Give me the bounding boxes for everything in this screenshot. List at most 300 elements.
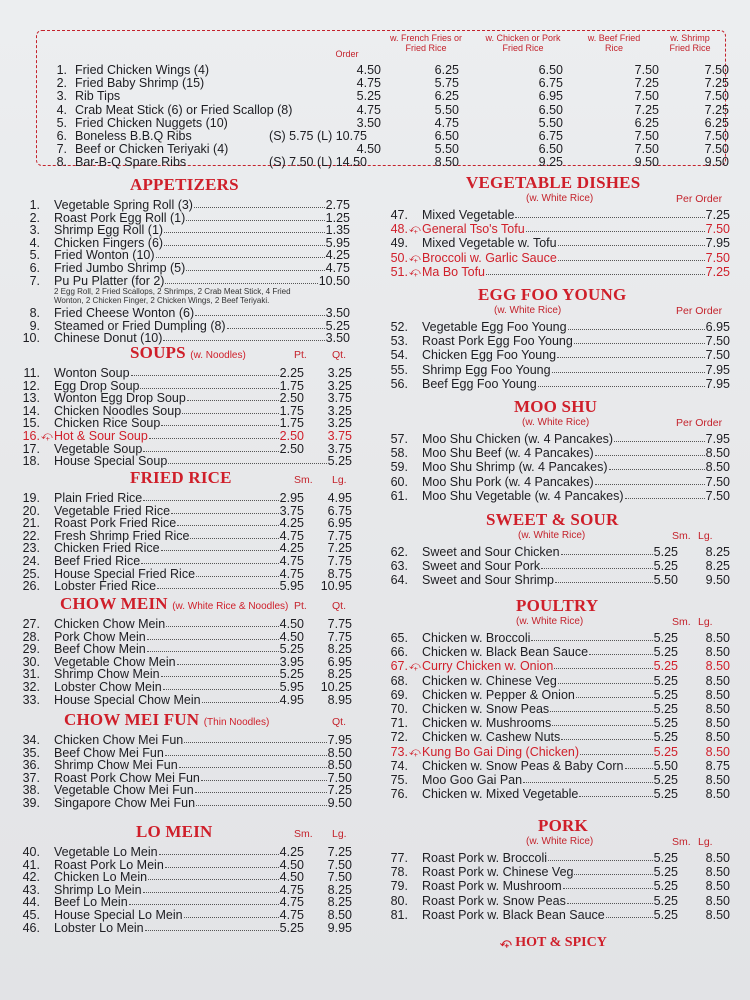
dot-leader — [550, 702, 653, 712]
price-large: 7.25 — [705, 208, 730, 222]
section-title-text: PORK — [538, 816, 588, 835]
menu-item — [386, 688, 734, 702]
section-title-poultry — [516, 596, 598, 616]
dot-leader — [196, 567, 279, 577]
price-large: 6.75 — [327, 503, 352, 518]
item-name: Beef Lo Mein — [54, 895, 128, 910]
price-large: 7.95 — [705, 432, 730, 446]
price-small: 4.75 — [325, 261, 350, 275]
item-number: 20. — [22, 503, 40, 518]
price-large: 7.50 — [705, 250, 730, 265]
hot-spicy-legend — [500, 935, 607, 951]
price-large: 8.50 — [705, 702, 730, 716]
item-name: Roast Pork w. Snow Peas — [422, 893, 566, 908]
item-number: 78. — [390, 865, 408, 880]
menu-item — [386, 773, 734, 787]
item-number: 6. — [29, 261, 40, 275]
combo-row — [45, 142, 729, 157]
menu-item — [386, 377, 734, 391]
menu-item — [386, 265, 734, 279]
item-number: 19. — [22, 491, 40, 505]
combo-price: 6.50 — [538, 142, 563, 157]
price-small: 5.25 — [653, 545, 678, 559]
section-title-sweet_sour — [486, 510, 618, 530]
price-large: 7.75 — [327, 629, 352, 644]
price-large: 8.25 — [327, 667, 352, 682]
item-name: Roast Pork Lo Mein — [54, 857, 164, 872]
item-number: 44. — [22, 895, 40, 910]
item-number: 76. — [390, 787, 408, 802]
column-header-small: Sm. — [672, 616, 691, 628]
item-name: Mixed Vegetable w. Tofu — [422, 236, 557, 251]
item-number: 77. — [390, 851, 408, 865]
price-large: 7.25 — [705, 264, 730, 279]
price-small: 5.95 — [279, 579, 304, 594]
price-large: 4.95 — [327, 491, 352, 505]
price-small: 5.25 — [653, 865, 678, 880]
menu-item — [18, 579, 358, 593]
item-number: 50. — [390, 250, 408, 265]
combo-price: 8.50 — [434, 155, 459, 170]
price-small: 1.75 — [279, 378, 304, 393]
chili-pepper-icon: ⤽ — [409, 265, 421, 278]
section-subtitle: (Thin Noodles) — [203, 717, 270, 728]
combo-price: 9.25 — [538, 155, 563, 170]
menu-item — [386, 236, 734, 250]
section-title-pork — [538, 816, 588, 836]
item-name: Lobster Chow Mein — [54, 680, 162, 694]
dot-leader — [201, 771, 327, 781]
dot-leader — [196, 796, 327, 806]
item-name: Fried Chicken Nuggets (10) — [75, 115, 228, 130]
price-small: 4.25 — [279, 516, 304, 531]
column-header-small: Sm. — [294, 474, 313, 486]
item-name: Chinese Donut (10) — [54, 331, 163, 346]
item-number: 8. — [29, 306, 40, 321]
price-large: 8.50 — [705, 659, 730, 674]
combo-price: 7.25 — [704, 102, 729, 117]
item-number: 64. — [390, 573, 408, 588]
dot-leader — [195, 783, 327, 793]
price-large: 7.50 — [327, 770, 352, 785]
combo-price: 6.25 — [434, 63, 459, 77]
combo-price: 4.75 — [356, 76, 381, 91]
price-small: 2.50 — [279, 441, 304, 456]
item-name: Moo Goo Gai Pan — [422, 773, 523, 787]
price-large: 6.95 — [705, 320, 730, 334]
item-name: Fresh Shrimp Fried Rice — [54, 528, 190, 543]
price-large: 8.50 — [705, 744, 730, 759]
item-name: Roast Pork Egg Foo Young — [422, 334, 573, 349]
menu-item — [386, 659, 734, 673]
dot-leader — [157, 579, 279, 589]
dot-leader — [161, 541, 279, 551]
dot-leader — [555, 573, 653, 583]
price-large: 9.50 — [327, 796, 352, 810]
price-large: 7.50 — [705, 222, 730, 237]
item-number: 10. — [22, 331, 40, 346]
dot-leader — [145, 921, 279, 931]
combo-header-beef: w. Beef Fried Rice — [587, 33, 641, 53]
combo-price: 9.50 — [704, 155, 729, 170]
section-title-appetizers — [130, 175, 239, 195]
item-number: 69. — [390, 687, 408, 702]
item-name: Roast Pork w. Mushroom — [422, 879, 562, 894]
chili-pepper-icon: ⤽ — [409, 745, 421, 758]
item-name: Beef Chow Mein — [54, 642, 146, 657]
item-name: Chicken Lo Mein — [54, 870, 148, 885]
item-name: Fried Cheese Wonton (6) — [54, 306, 195, 321]
menu-item — [386, 208, 734, 222]
price-large: 7.25 — [327, 783, 352, 798]
combo-price: 5.25 — [356, 89, 381, 104]
menu-item — [386, 573, 734, 587]
dot-leader — [595, 475, 705, 485]
item-number: 73. — [390, 744, 408, 759]
menu-item — [386, 879, 734, 893]
combo-row — [45, 155, 729, 170]
item-name: Fried Chicken Wings (4) — [75, 63, 210, 77]
chili-pepper-icon: ⤽ — [409, 223, 421, 236]
section-subtitle: (w. White Rice) — [522, 417, 590, 428]
dot-leader — [164, 236, 325, 246]
item-number: 75. — [390, 773, 408, 787]
menu-item — [386, 363, 734, 377]
price-small: 5.25 — [653, 730, 678, 745]
price-small: 5.25 — [279, 667, 304, 682]
dot-leader — [552, 363, 705, 373]
item-name: Fried Jumbo Shrimp (5) — [54, 261, 186, 275]
item-number: 52. — [390, 320, 408, 334]
item-number: 23. — [22, 541, 40, 556]
dot-leader — [147, 630, 279, 640]
item-number: 28. — [22, 629, 40, 644]
combo-price: 4.50 — [356, 142, 381, 157]
dot-leader — [163, 331, 325, 341]
price-large: 9.50 — [705, 573, 730, 588]
dot-leader — [227, 319, 325, 329]
item-number: 62. — [390, 545, 408, 559]
price-large: 8.50 — [705, 773, 730, 787]
combo-price: 7.50 — [634, 129, 659, 143]
combo-price: 7.25 — [634, 76, 659, 91]
price-large: 3.75 — [327, 429, 352, 443]
dot-leader — [554, 659, 653, 669]
item-name: Chicken w. Pepper & Onion — [422, 687, 575, 702]
price-small: 5.25 — [279, 642, 304, 657]
item-name: Chicken Egg Foo Young — [422, 348, 557, 363]
item-name: Sweet and Sour Shrimp — [422, 573, 555, 588]
item-number: 61. — [390, 488, 408, 503]
price-large: 8.50 — [705, 907, 730, 922]
column-header-small: Sm. — [672, 836, 691, 848]
price-small: 3.75 — [279, 503, 304, 518]
item-name: Fried Wonton (10) — [54, 248, 155, 263]
item-number: 60. — [390, 474, 408, 489]
menu-item — [18, 274, 358, 288]
price-small: 5.25 — [653, 744, 678, 759]
chili-pepper-icon: ⤽ — [41, 430, 53, 442]
menu-item — [386, 716, 734, 730]
price-large: 8.50 — [705, 687, 730, 702]
dot-leader — [486, 265, 705, 275]
item-name: Vegetable Chow Mei Fun — [54, 783, 194, 798]
dot-leader — [187, 391, 279, 401]
combo-header-chicken-pork: w. Chicken or Pork Fried Rice — [485, 33, 561, 53]
section-title-chow_mei_fun — [64, 710, 269, 730]
item-number: 18. — [22, 454, 40, 469]
column-header-large: Per Order — [676, 193, 723, 205]
item-number: 38. — [22, 783, 40, 798]
menu-item — [386, 759, 734, 773]
item-number: 16. — [22, 429, 40, 443]
price-small: 5.25 — [653, 851, 678, 865]
section-title-text: MOO SHU — [514, 397, 598, 416]
dot-leader — [165, 274, 318, 284]
price-small: 1.75 — [279, 403, 304, 418]
item-number: 47. — [390, 208, 408, 222]
item-name: Beef Egg Foo Young — [422, 376, 537, 391]
item-number: 81. — [390, 907, 408, 922]
item-name: Chicken w. Cashew Nuts — [422, 730, 561, 745]
item-name: Shrimp Egg Foo Young — [422, 362, 551, 377]
dot-leader — [609, 460, 705, 470]
price-small: 4.75 — [279, 554, 304, 568]
column-header-large: Lg. — [698, 616, 713, 628]
price-large: 8.95 — [327, 692, 352, 707]
dot-leader — [165, 746, 327, 756]
item-name: Beef or Chicken Teriyaki (4) — [75, 142, 229, 157]
dot-leader — [165, 858, 279, 868]
item-name: Pork Chow Mein — [54, 629, 146, 644]
dot-leader — [177, 655, 279, 665]
price-large: 6.95 — [327, 516, 352, 531]
item-number: 45. — [22, 908, 40, 922]
section-title-text: SOUPS — [130, 343, 186, 362]
item-name: Moo Shu Shrimp (w. 4 Pancakes) — [422, 460, 608, 475]
menu-item — [386, 674, 734, 688]
price-small: 1.35 — [325, 223, 350, 238]
item-name: Bar-B-Q Spare Ribs — [75, 155, 187, 170]
item-number: 39. — [22, 796, 40, 810]
section-subtitle: (w. White Rice & Noodles) — [172, 601, 289, 612]
item-number: 63. — [390, 559, 408, 574]
item-number: 3. — [29, 223, 40, 238]
price-large: 7.50 — [327, 857, 352, 872]
dot-leader — [166, 617, 279, 627]
item-number: 54. — [390, 348, 408, 363]
item-name: Broccoli w. Garlic Sauce — [422, 250, 557, 265]
combo-price: 6.50 — [538, 102, 563, 117]
item-name: Shrimp Lo Mein — [54, 882, 142, 897]
item-name: Roast Pork w. Chinese Veg — [422, 865, 574, 880]
item-number: 27. — [22, 617, 40, 631]
item-name: House Special Lo Mein — [54, 908, 183, 922]
menu-item — [386, 222, 734, 236]
item-name: Vegetable Egg Foo Young — [422, 320, 567, 334]
size-prices: (S) 5.75 (L) 10.75 — [269, 129, 367, 143]
section-title-vegetable_dishes — [466, 173, 640, 193]
price-small: 3.50 — [325, 306, 350, 321]
combo-price: 5.75 — [434, 76, 459, 91]
dot-leader — [164, 223, 325, 233]
combo-box — [36, 30, 729, 170]
item-name: Lobster Fried Rice — [54, 579, 157, 594]
price-small: 2.75 — [325, 198, 350, 212]
price-small: 4.75 — [279, 882, 304, 897]
column-header-large: Per Order — [676, 417, 723, 429]
price-small: 5.25 — [279, 920, 304, 935]
section-title-text: SWEET & SOUR — [486, 510, 619, 529]
price-small: 5.25 — [653, 673, 678, 688]
price-small: 4.75 — [279, 895, 304, 910]
price-large: 8.50 — [327, 745, 352, 760]
dot-leader — [184, 908, 279, 918]
price-large: 7.50 — [705, 488, 730, 503]
menu-item — [18, 693, 358, 707]
column-header-small: Pt. — [294, 600, 307, 612]
dot-leader — [149, 429, 279, 439]
item-name: Crab Meat Stick (6) or Fried Scallop (8) — [75, 102, 293, 117]
combo-price: 6.50 — [538, 63, 563, 77]
item-number: 22. — [22, 528, 40, 543]
price-small: 5.25 — [653, 687, 678, 702]
item-name: Ma Bo Tofu — [422, 264, 486, 279]
item-name: Moo Shu Beef (w. 4 Pancakes) — [422, 446, 594, 461]
section-title-text: CHOW MEI FUN — [64, 710, 200, 729]
price-large: 8.50 — [327, 908, 352, 922]
item-name: Vegetable Fried Rice — [54, 503, 171, 518]
combo-row — [45, 129, 729, 143]
menu-item — [386, 908, 734, 922]
price-small: 3.95 — [279, 654, 304, 669]
dot-leader — [177, 516, 279, 526]
column-header-small: Pt. — [294, 349, 307, 361]
item-name: General Tso's Tofu — [422, 222, 525, 237]
item-number: 4. — [56, 102, 67, 117]
price-small: 4.25 — [279, 845, 304, 859]
price-large: 8.50 — [705, 787, 730, 802]
combo-row — [45, 115, 729, 130]
combo-row — [45, 89, 729, 104]
item-number: 48. — [390, 222, 408, 237]
item-number: 70. — [390, 702, 408, 716]
item-name: Chicken w. Snow Peas & Baby Corn — [422, 758, 624, 773]
item-number: 80. — [390, 893, 408, 908]
price-large: 6.95 — [327, 654, 352, 669]
price-large: 8.25 — [705, 559, 730, 574]
hot-spicy-label: HOT & SPICY — [515, 935, 607, 950]
menu-item — [386, 745, 734, 759]
item-name: Chicken Fried Rice — [54, 541, 160, 556]
column-header-large: Lg. — [698, 836, 713, 848]
item-number: 29. — [22, 642, 40, 657]
menu-item — [386, 334, 734, 348]
price-large: 3.25 — [327, 366, 352, 380]
item-number: 67. — [390, 659, 408, 674]
price-large: 7.25 — [327, 541, 352, 556]
item-name: Chicken w. Chinese Veg — [422, 673, 557, 688]
item-number: 37. — [22, 770, 40, 785]
price-large: 7.75 — [327, 554, 352, 568]
combo-price: 6.50 — [434, 129, 459, 143]
dot-leader — [143, 442, 279, 452]
item-name: Beef Chow Mei Fun — [54, 745, 164, 760]
price-small: 5.25 — [653, 645, 678, 660]
price-small: 5.25 — [653, 702, 678, 716]
item-number: 2. — [56, 76, 67, 91]
menu-item — [386, 645, 734, 659]
price-large: 8.25 — [705, 545, 730, 559]
item-number: 26. — [22, 579, 40, 594]
column-header-large: Per Order — [676, 305, 723, 317]
price-large: 8.75 — [327, 566, 352, 581]
item-number: 5. — [29, 248, 40, 263]
item-number: 2. — [29, 210, 40, 225]
combo-price: 5.50 — [434, 102, 459, 117]
item-number: 9. — [29, 318, 40, 333]
item-name: Curry Chicken w. Onion — [422, 659, 554, 674]
price-large: 7.50 — [705, 334, 730, 349]
dot-leader — [182, 404, 279, 414]
item-name: Mixed Vegetable — [422, 208, 515, 222]
price-large: 8.25 — [327, 642, 352, 657]
menu-item — [386, 446, 734, 460]
item-name: House Special Chow Mein — [54, 692, 201, 707]
dot-leader — [194, 198, 325, 208]
item-name: Egg Drop Soup — [54, 378, 140, 393]
menu-item — [386, 702, 734, 716]
combo-price: 4.75 — [434, 115, 459, 130]
item-number: 25. — [22, 566, 40, 581]
combo-price: 6.75 — [538, 129, 563, 143]
menu-item — [386, 851, 734, 865]
dot-leader — [148, 870, 279, 880]
dot-leader — [541, 559, 653, 569]
dot-leader — [184, 733, 327, 743]
item-number: 17. — [22, 441, 40, 456]
combo-header-shrimp: w. Shrimp Fried Rice — [669, 33, 711, 53]
dot-leader — [171, 504, 279, 514]
price-large: 8.25 — [327, 882, 352, 897]
column-header-small: Sm. — [672, 530, 691, 542]
menu-item — [386, 631, 734, 645]
dot-leader — [195, 306, 325, 316]
dot-leader — [168, 454, 327, 464]
dot-leader — [186, 261, 325, 271]
price-large: 8.25 — [327, 895, 352, 910]
dot-leader — [159, 845, 279, 855]
dot-leader — [552, 716, 653, 726]
menu-item — [18, 796, 358, 810]
combo-header-fries: w. French Fries or Fried Rice — [389, 33, 463, 53]
item-number: 57. — [390, 432, 408, 446]
price-large: 3.25 — [327, 378, 352, 393]
combo-price: 9.50 — [634, 155, 659, 170]
dot-leader — [558, 674, 653, 684]
item-name: Vegetable Lo Mein — [54, 845, 158, 859]
menu-item — [386, 460, 734, 474]
column-header-small: Sm. — [294, 828, 313, 840]
price-small: 4.25 — [279, 541, 304, 556]
item-name: Chicken Chow Mei Fun — [54, 733, 184, 747]
section-title-text: POULTRY — [516, 596, 599, 615]
item-name: Pu Pu Platter (for 2) — [54, 273, 165, 288]
item-number: 71. — [390, 716, 408, 731]
item-number: 55. — [390, 362, 408, 377]
item-number: 3. — [56, 89, 67, 104]
price-large: 8.75 — [705, 758, 730, 773]
